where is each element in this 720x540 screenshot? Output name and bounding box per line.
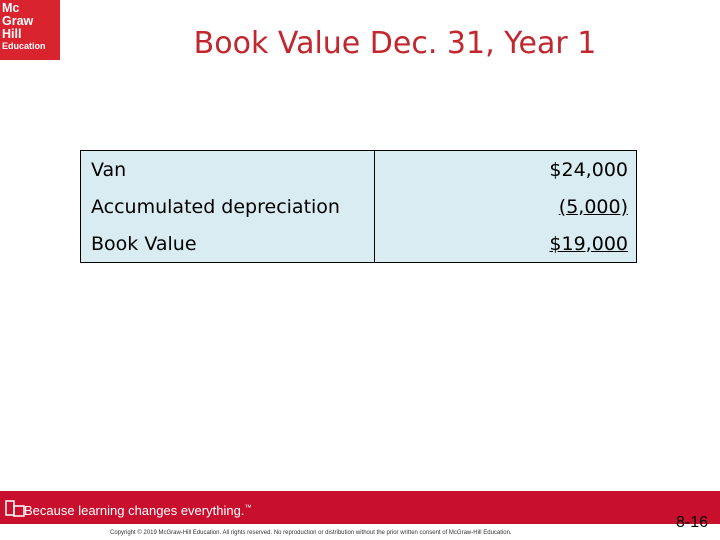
row-amount: $24,000 (375, 151, 637, 189)
table-row (81, 151, 637, 189)
book-value-table (80, 150, 637, 263)
row-label: Book Value (81, 225, 375, 263)
footer-tagline (24, 503, 251, 518)
slide-number: 8-16 (675, 514, 708, 531)
row-amount (375, 188, 637, 225)
logo-line4: Education (2, 41, 46, 51)
logo-line3: Hill (2, 27, 22, 41)
logo-line2: Graw (2, 14, 34, 28)
trademark-symbol: ™ (244, 504, 252, 512)
row-label: Accumulated depreciation (81, 188, 375, 225)
row-amount (375, 225, 637, 263)
underlined-amount: (5,000) (558, 195, 628, 218)
logo-line1: Mc (2, 1, 20, 15)
table-row (81, 225, 637, 263)
underlined-amount: $19,000 (549, 232, 628, 255)
row-label: Van (81, 151, 375, 189)
slide-title: Book Value Dec. 31, Year 1 (193, 26, 597, 61)
tagline-text: Because learning changes everything. (24, 503, 245, 518)
copyright-notice: Copyright © 2019 McGraw-Hill Education. All rights reserved. No reproduction or distribution without the prior written consent of McGraw-Hill Education. (110, 530, 512, 536)
table-row (81, 188, 637, 225)
